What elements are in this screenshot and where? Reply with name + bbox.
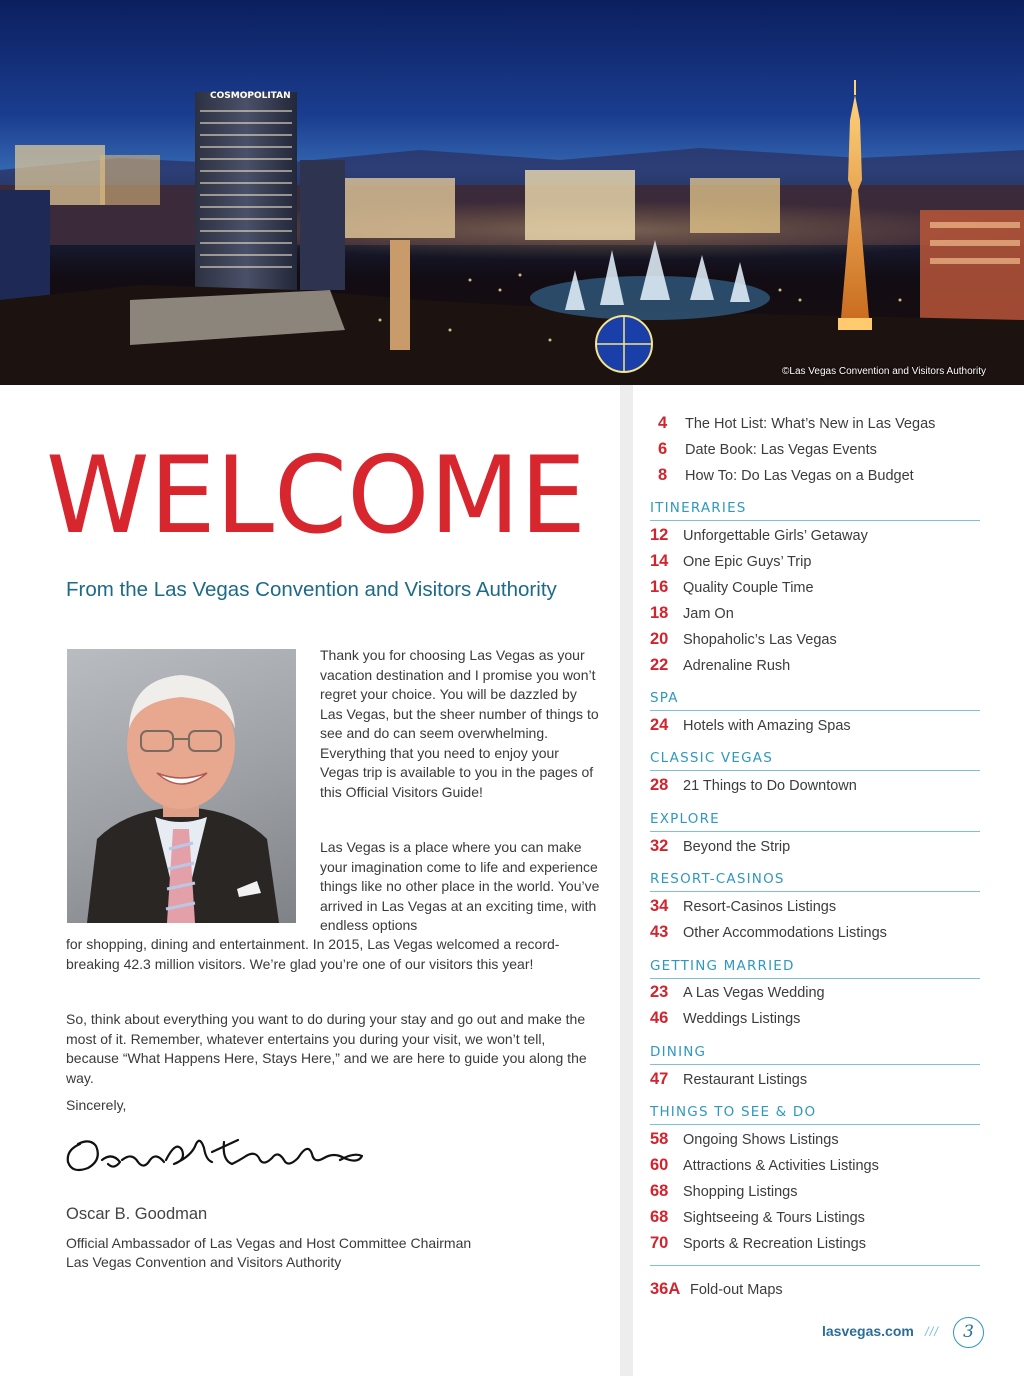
toc-entry-label: 21 Things to Do Downtown <box>683 778 857 794</box>
toc-entry-label: Fold-out Maps <box>690 1282 783 1298</box>
toc-entry[interactable] <box>650 983 825 1002</box>
toc-page-number: 8 <box>658 466 668 484</box>
toc-section-title: THINGS TO SEE & DO <box>650 1104 817 1120</box>
letter-paragraph-2: Las Vegas is a place where you can make your imagination come to life and experience things like no other place in the world. You’ve arrived in Las Vegas at an exciting time, with endless options <box>320 839 600 933</box>
las-vegas-skyline-image <box>0 0 1024 385</box>
toc-section-spa <box>650 689 980 711</box>
signer-title-line-1: Official Ambassador of Las Vegas and Host Committee Chairman <box>66 1235 472 1251</box>
toc-section-explore <box>650 810 980 832</box>
toc-entry[interactable] <box>650 1234 866 1253</box>
toc-entry-label: Jam On <box>683 606 734 622</box>
toc-page-number: 28 <box>650 776 669 794</box>
signer-title <box>66 1234 546 1272</box>
toc-section-title: EXPLORE <box>650 811 720 827</box>
toc-page-number: 20 <box>650 630 669 648</box>
toc-page-number: 46 <box>650 1009 669 1027</box>
toc-entry-label: Beyond the Strip <box>683 839 791 855</box>
toc-section-things-to-see-and-do <box>650 1103 980 1125</box>
toc-entry-label: Hotels with Amazing Spas <box>683 718 851 734</box>
toc-entry[interactable] <box>650 1070 807 1089</box>
toc-entry-label: Sightseeing & Tours Listings <box>683 1210 865 1226</box>
toc-entry[interactable] <box>650 1130 839 1149</box>
welcome-title <box>40 420 600 560</box>
footer-slashes: /// <box>925 1324 939 1339</box>
toc-page-number: 12 <box>650 526 669 544</box>
toc-page-number: 24 <box>650 716 669 734</box>
hero-photo <box>0 0 1024 385</box>
toc-entry-label: Restaurant Listings <box>683 1072 808 1088</box>
toc-entry-label: Sports & Recreation Listings <box>683 1236 866 1252</box>
toc-entry[interactable] <box>650 923 887 942</box>
toc-page-number: 70 <box>650 1234 669 1252</box>
toc-entry-fold-out-maps[interactable] <box>650 1280 783 1299</box>
toc-entry-label: One Epic Guys’ Trip <box>683 554 812 570</box>
toc-entry-label: The Hot List: What’s New in Las Vegas <box>685 416 936 432</box>
signer-title-line-2: Las Vegas Convention and Visitors Authority <box>66 1254 342 1270</box>
toc-entry[interactable] <box>650 1208 865 1227</box>
toc-section-title: SPA <box>650 690 679 706</box>
toc-section-title: DINING <box>650 1044 707 1060</box>
toc-page-number: 47 <box>650 1070 669 1088</box>
toc-entry-label: A Las Vegas Wedding <box>683 985 825 1001</box>
toc-entry[interactable] <box>650 1182 797 1201</box>
toc-entry-date-book[interactable] <box>650 440 877 459</box>
toc-entry[interactable] <box>650 526 868 545</box>
letter-paragraph-1: Thank you for choosing Las Vegas as your vacation destination and I promise you won’t regret your choice. You will be dazzled by Las Vegas, but the sheer number of things to see and do can seem overwhelming. Everything that you need to enjoy your Vegas trip is available to you in the pages of this Official Visitors Guide! <box>320 647 599 800</box>
toc-entry-how-to[interactable] <box>650 466 914 485</box>
toc-entry[interactable] <box>650 897 836 916</box>
welcome-title-text: WELCOME <box>46 434 586 557</box>
toc-page-number: 60 <box>650 1156 669 1174</box>
toc-section-classic-vegas <box>650 749 980 771</box>
toc-entry-label: Date Book: Las Vegas Events <box>685 442 877 458</box>
toc-section-title: GETTING MARRIED <box>650 958 795 974</box>
toc-entry[interactable] <box>650 656 790 675</box>
signature-image <box>62 1130 372 1180</box>
toc-section-resort-casinos <box>650 870 980 892</box>
toc-entry-label: Shopaholic’s Las Vegas <box>683 632 837 648</box>
toc-entry-label: Weddings Listings <box>683 1011 801 1027</box>
toc-entry-label: Quality Couple Time <box>683 580 814 596</box>
toc-end-rule <box>650 1265 980 1266</box>
toc-entry[interactable] <box>650 716 851 735</box>
toc-entry-label: Attractions & Activities Listings <box>683 1158 879 1174</box>
toc-page-number: 36A <box>650 1280 681 1298</box>
portrait-image <box>67 649 296 923</box>
footer-website[interactable]: lasvegas.com <box>822 1323 914 1339</box>
toc-entry[interactable] <box>650 604 734 623</box>
toc-page-number: 14 <box>650 552 669 570</box>
toc-entry-label: Resort-Casinos Listings <box>683 899 837 915</box>
toc-entry-label: Shopping Listings <box>683 1184 798 1200</box>
toc-page-number: 68 <box>650 1182 669 1200</box>
toc-page-number: 6 <box>658 440 668 458</box>
toc-section-itineraries <box>650 499 980 521</box>
welcome-subtitle: From the Las Vegas Convention and Visitors Authority <box>66 578 557 601</box>
toc-entry-label: Adrenaline Rush <box>683 658 791 674</box>
toc-entry[interactable] <box>650 837 790 856</box>
column-divider <box>620 385 633 1376</box>
toc-section-getting-married <box>650 957 980 979</box>
toc-page-number: 32 <box>650 837 669 855</box>
toc-page-number: 23 <box>650 983 669 1001</box>
letter-paragraph-2-continued: for shopping, dining and entertainment. In 2015, Las Vegas welcomed a record-breaking 42.3 million visitors. We’re glad you’re one of our visitors this year! <box>66 936 560 972</box>
toc-section-title: CLASSIC VEGAS <box>650 750 773 766</box>
toc-entry[interactable] <box>650 630 837 649</box>
toc-entry-hot-list[interactable] <box>650 414 935 433</box>
toc-entry-label: How To: Do Las Vegas on a Budget <box>685 468 914 484</box>
toc-section-title: ITINERARIES <box>650 500 747 516</box>
toc-section-dining <box>650 1043 980 1065</box>
toc-page-number: 4 <box>658 414 668 432</box>
toc-page-number: 18 <box>650 604 669 622</box>
toc-section-title: RESORT-CASINOS <box>650 871 785 887</box>
toc-entry-label: Ongoing Shows Listings <box>683 1132 839 1148</box>
page-number-badge: 3 <box>953 1317 984 1348</box>
photo-credit: ©Las Vegas Convention and Visitors Authority <box>782 366 986 377</box>
toc-entry-label: Unforgettable Girls’ Getaway <box>683 528 868 544</box>
toc-page-number: 68 <box>650 1208 669 1226</box>
toc-entry[interactable] <box>650 776 857 795</box>
toc-page-number: 43 <box>650 923 669 941</box>
toc-entry[interactable] <box>650 1156 879 1175</box>
letter-paragraph-3: So, think about everything you want to do during your stay and go out and make the most of it. Remember, whatever entertains you during your visit, we won’t tell, because “What Happens Here, Stays Here,” and we are here to guide you along the way. <box>66 1011 587 1086</box>
portrait-photo <box>67 649 296 923</box>
toc-page-number: 58 <box>650 1130 669 1148</box>
toc-page-number: 34 <box>650 897 669 915</box>
toc-entry[interactable] <box>650 578 814 597</box>
toc-entry[interactable] <box>650 1009 800 1028</box>
tower-sign-text: COSMOPOLITAN <box>210 91 291 101</box>
toc-page-number: 22 <box>650 656 669 674</box>
toc-page-number: 16 <box>650 578 669 596</box>
letter-closing: Sincerely, <box>66 1097 127 1113</box>
signer-name: Oscar B. Goodman <box>66 1205 208 1223</box>
toc-entry-label: Other Accommodations Listings <box>683 925 887 941</box>
toc-entry[interactable] <box>650 552 811 571</box>
